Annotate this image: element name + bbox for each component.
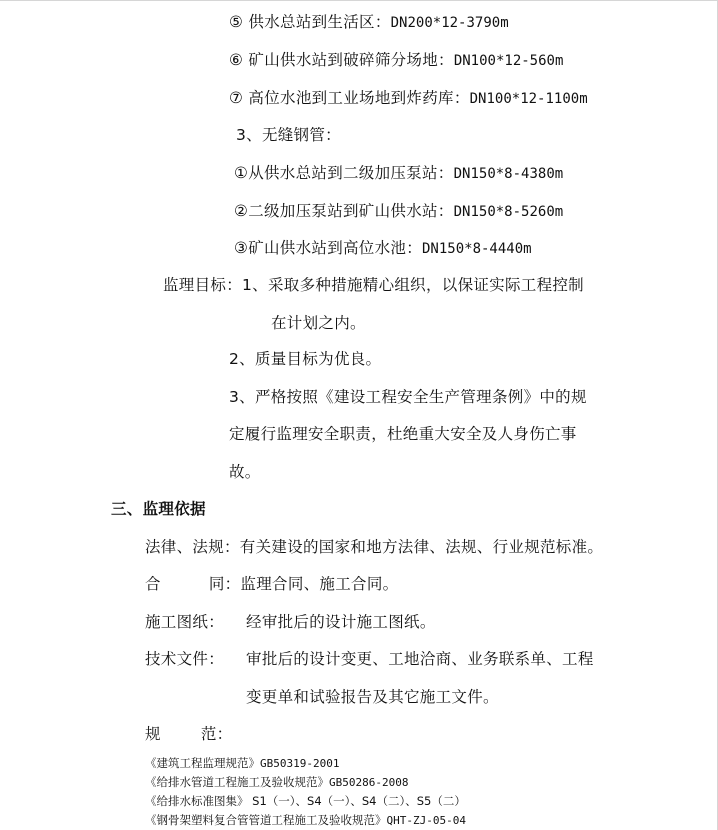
goal-3-line-1: 3、严格按照《建设工程安全生产管理条例》中的规: [229, 388, 587, 406]
drawings-line: 施工图纸： 经审批后的设计施工图纸。: [145, 613, 436, 631]
standard-item: 《给排水标准图集》 S1（一）、S4（一）、S4（二）、S5（二）: [145, 794, 466, 808]
contract-line: 合 同：监理合同、施工合同。: [145, 575, 399, 593]
seamless-item-3: ③矿山供水站到高位水池：DN150*8-4440m: [234, 239, 532, 257]
tech-docs-line-1: 技术文件： 审批后的设计变更、工地洽商、业务联系单、工程: [145, 650, 594, 668]
pipe-item-7: ⑦ 高位水池到工业场地到炸药库：DN100*12-1100m: [229, 89, 588, 107]
goal-3-line-2: 定履行监理安全职责，杜绝重大安全及人身伤亡事: [229, 425, 577, 443]
norms-line: 规 范：: [145, 725, 233, 743]
seamless-item-2: ②二级加压泵站到矿山供水站：DN150*8-5260m: [234, 202, 564, 220]
standard-item: 《建筑工程监理规范》GB50319-2001: [145, 756, 340, 770]
goal-1-line-1: 监理目标：1、采取多种措施精心组织，以保证实际工程控制: [163, 276, 584, 294]
standard-item: 《给排水管道工程施工及验收规范》GB50286-2008: [145, 775, 409, 789]
pipe-item-5: ⑤ 供水总站到生活区：DN200*12-3790m: [229, 13, 509, 31]
goal-3-line-3: 故。: [229, 463, 261, 481]
seamless-pipe-heading: 3、无缝钢管：: [236, 126, 341, 144]
goal-2: 2、质量目标为优良。: [229, 350, 382, 368]
page-border-top: [0, 0, 718, 1]
section-heading: 三、监理依据: [111, 500, 206, 518]
goal-1-line-2: 在计划之内。: [271, 314, 366, 332]
standard-item: 《钢骨架塑料复合管管道工程施工及验收规范》QHT-ZJ-05-04: [145, 813, 466, 827]
pipe-item-6: ⑥ 矿山供水站到破碎筛分场地：DN100*12-560m: [229, 51, 564, 69]
tech-docs-line-2: 变更单和试验报告及其它施工文件。: [246, 688, 499, 706]
seamless-item-1: ①从供水总站到二级加压泵站：DN150*8-4380m: [234, 164, 564, 182]
laws-line: 法律、法规：有关建设的国家和地方法律、法规、行业规范标准。: [145, 538, 604, 556]
